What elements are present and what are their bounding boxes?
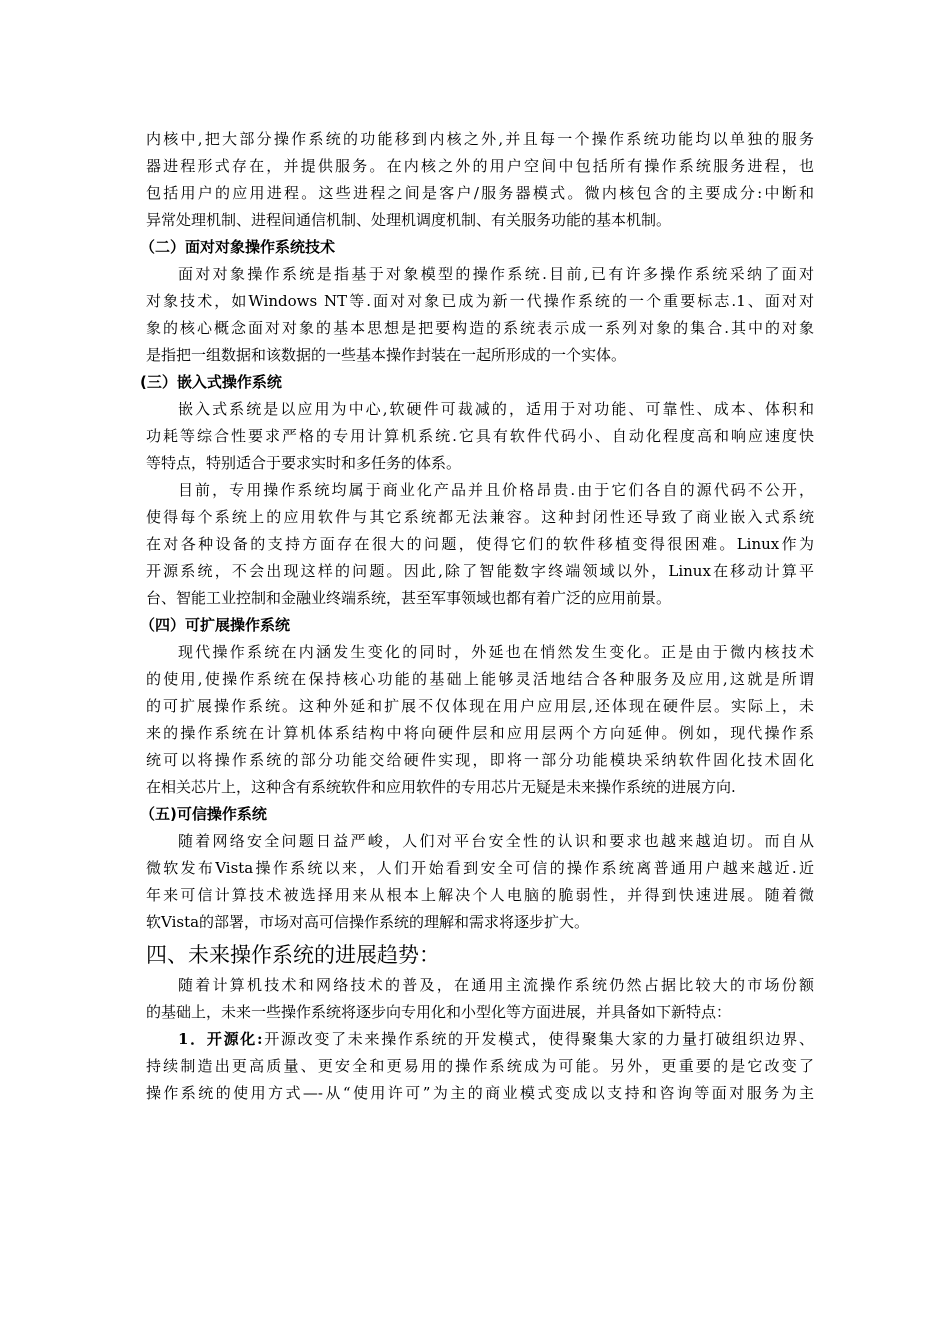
- text-line: 微软发布Vista操作系统以来，人们开始看到安全可信的操作系统离普通用户越来越近.近: [146, 859, 814, 877]
- text-line: 在对各种设备的支持方面存在很大的问题，使得它们的软件移植变得很困难。Linux作为: [146, 535, 814, 553]
- text-line: 台、智能工业控制和金融业终端系统，甚至军事领域也都有着广泛的应用前景。: [146, 589, 672, 607]
- text-line: 目前，专用操作系统均属于商业化产品并且价格昂贵.由于它们各自的源代码不公开，: [178, 481, 814, 499]
- intro-paragraph: [146, 126, 814, 234]
- text-line: 内核中,把大部分操作系统的功能移到内核之外,并且每一个操作系统功能均以单独的服务: [146, 130, 814, 148]
- item-lead: 1．开源化:: [178, 1030, 263, 1048]
- section-heading-embedded: (三）嵌入式操作系统: [140, 373, 282, 391]
- chapter-title: 四、未来操作系统的进展趋势：: [146, 943, 440, 967]
- text-line: 现代操作系统在内涵发生变化的同时，外延也在悄然发生变化。正是由于微内核技术: [178, 643, 814, 661]
- text-line: 异常处理机制、进程间通信机制、处理机调度机制、有关服务功能的基本机制。: [146, 211, 672, 229]
- text-line: 软Vista的部署，市场对高可信操作系统的理解和需求将逐步扩大。: [146, 913, 590, 931]
- text-line: 象的核心概念面对对象的基本思想是把要构造的系统表示成一系列对象的集合.其中的对象: [146, 319, 814, 337]
- text-line: 的基础上，未来一些操作系统将逐步向专用化和小型化等方面进展，并具备如下新特点：: [146, 1003, 732, 1021]
- text-line: 操作系统的使用方式—-从“使用许可”为主的商业模式变成以支持和咨询等面对服务为主: [146, 1084, 814, 1102]
- embedded-paragraph-2: [146, 477, 814, 612]
- section-heading-trusted: （五)可信操作系统: [140, 805, 267, 823]
- text-line: 开源系统，不会出现这样的问题。因此,除了智能数字终端领域以外，Linux在移动计算平: [146, 562, 814, 580]
- section-heading-extensible: （四）可扩展操作系统: [140, 616, 291, 634]
- trend-item-open-source: [146, 1026, 814, 1107]
- text-line: 统可以将操作系统的部分功能交给硬件实现，即将一部分功能模块采纳软件固化技术固化: [146, 751, 814, 769]
- text-line: 是指把一组数据和该数据的一些基本操作封装在一起所形成的一个实体。: [146, 346, 627, 364]
- section-heading-oop: （二）面对对象操作系统技术: [140, 238, 336, 256]
- text-line: 的可扩展操作系统。这种外延和扩展不仅体现在用户应用层,还体现在硬件层。实际上，未: [146, 697, 814, 715]
- text-line: 包括用户的应用进程。这些进程之间是客户/服务器模式。微内核包含的主要成分:中断和: [146, 184, 814, 202]
- text-line: 随着计算机技术和网络技术的普及，在通用主流操作系统仍然占据比较大的市场份额: [178, 976, 814, 994]
- text-line: 使得每个系统上的应用软件与其它系统都无法兼容。这种封闭性还导致了商业嵌入式系统: [146, 508, 814, 526]
- document-page: [140, 126, 814, 1107]
- item-text: 开源改变了未来操作系统的开发模式，使得聚集大家的力量打破组织边界、: [262, 1030, 814, 1048]
- text-line: 在相关芯片上，这种含有系统软件和应用软件的专用芯片无疑是未来操作系统的进展方向.: [146, 778, 736, 796]
- text-line: 面对对象操作系统是指基于对象模型的操作系统.目前,已有许多操作系统采纳了面对: [178, 265, 814, 283]
- text-line: 器进程形式存在，并提供服务。在内核之外的用户空间中包括所有操作系统服务进程，也: [146, 157, 814, 175]
- extensible-paragraph: [146, 639, 814, 801]
- oop-paragraph: [146, 261, 814, 369]
- trusted-paragraph: [146, 828, 814, 936]
- text-line: 嵌入式系统是以应用为中心,软硬件可裁减的，适用于对功能、可靠性、成本、体积和: [178, 400, 814, 418]
- text-line: 持续制造出更高质量、更安全和更易用的操作系统成为可能。另外，更重要的是它改变了: [146, 1057, 814, 1075]
- text-line: 年来可信计算技术被选择用来从根本上解决个人电脑的脆弱性，并得到快速进展。随着微: [146, 886, 814, 904]
- text-line: 功耗等综合性要求严格的专用计算机系统.它具有软件代码小、自动化程度高和响应速度快: [146, 427, 814, 445]
- text-line: 对象技术，如Windows NT等.面对对象已成为新一代操作系统的一个重要标志.1、面对对: [146, 292, 814, 310]
- text-line: [146, 1026, 814, 1053]
- text-line: 来的操作系统在计算机体系结构中将向硬件层和应用层两个方向延伸。例如，现代操作系: [146, 724, 814, 742]
- embedded-paragraph-1: [146, 396, 814, 477]
- trends-intro-paragraph: [146, 972, 814, 1026]
- text-line: 的使用,使操作系统在保持核心功能的基础上能够灵活地结合各种服务及应用,这就是所谓: [146, 670, 814, 688]
- text-line: 随着网络安全问题日益严峻，人们对平台安全性的认识和要求也越来越迫切。而自从: [178, 832, 814, 850]
- text-line: 等特点，特别适合于要求实时和多任务的体系。: [146, 454, 462, 472]
